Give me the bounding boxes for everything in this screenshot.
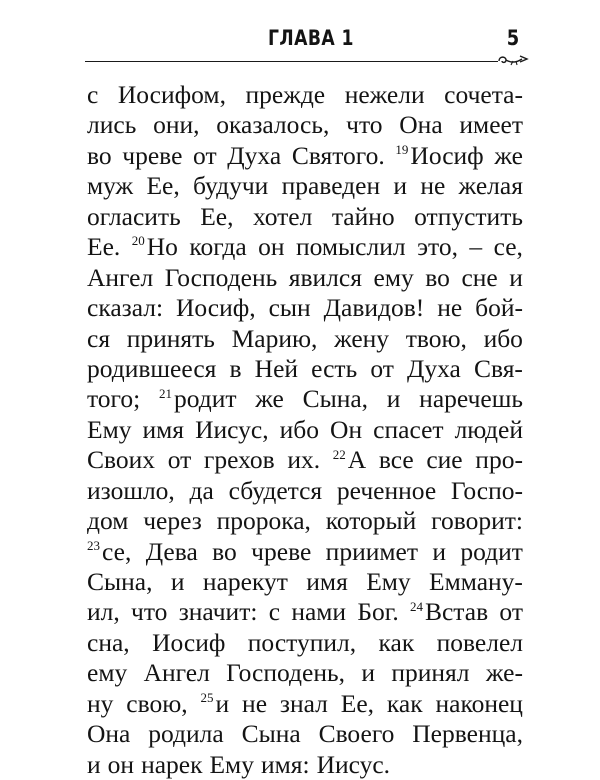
text-line	[87, 415, 523, 445]
word: принял	[391, 658, 470, 688]
word: чреве	[251, 536, 312, 566]
word: и	[170, 567, 185, 596]
word: желая	[458, 171, 523, 201]
word: с	[268, 597, 281, 627]
word: все	[378, 445, 414, 475]
word: ему	[373, 262, 414, 292]
word: Первенца,	[412, 719, 523, 749]
word: Она	[87, 719, 131, 749]
word: во	[212, 536, 237, 566]
text-line	[87, 750, 523, 780]
word: Емману-	[429, 567, 523, 596]
header-rule	[85, 61, 498, 62]
word: про-	[475, 445, 523, 475]
word: того;	[87, 384, 141, 414]
word: их.	[287, 445, 321, 475]
word: Марию,	[231, 323, 318, 353]
word: бой-	[475, 293, 523, 323]
word: Ее,	[200, 201, 234, 231]
verse-number: 24	[409, 598, 423, 614]
word: Бог.	[357, 597, 399, 627]
word: родившееся	[87, 353, 217, 383]
word: во	[87, 140, 112, 170]
word: Ангел	[87, 262, 154, 292]
verse-word	[395, 141, 483, 171]
word: это,	[417, 232, 458, 262]
word: Ангел	[143, 658, 210, 688]
verse-word	[333, 445, 366, 475]
word: наконец	[435, 688, 523, 718]
text-line	[87, 202, 523, 232]
word: сбудется	[228, 475, 323, 505]
word: сне	[461, 262, 498, 292]
word: свою,	[126, 688, 188, 718]
text-line	[87, 232, 523, 262]
word: от	[193, 140, 217, 170]
word: как	[378, 627, 415, 657]
word: он	[107, 749, 135, 779]
page-number: 5	[506, 26, 520, 50]
word: когда	[189, 232, 247, 262]
word: имя:	[260, 749, 310, 779]
text-line	[87, 476, 523, 506]
text-line	[87, 506, 523, 536]
word: знал	[279, 688, 328, 718]
word: нежели	[344, 80, 425, 109]
verse-word	[159, 384, 237, 414]
word: Господень	[164, 262, 278, 292]
word: же	[255, 384, 284, 414]
word: во	[425, 262, 450, 292]
word: Духа	[227, 140, 282, 170]
verse-word	[132, 232, 178, 262]
word: же-	[485, 658, 523, 688]
page-header	[0, 0, 600, 80]
word: чреве	[122, 140, 183, 170]
word: сочета-	[444, 80, 523, 109]
word: спасет	[373, 414, 444, 444]
word: сна,	[87, 627, 130, 657]
word: Она	[399, 110, 443, 140]
word: Сына,	[87, 567, 153, 596]
word: Встав	[424, 597, 489, 627]
word: Он	[330, 414, 363, 444]
word: Иосифом,	[117, 80, 226, 109]
word: изошло,	[87, 475, 175, 505]
word: Дева	[145, 536, 198, 566]
verse-number: 23	[87, 537, 100, 553]
word: сказал:	[87, 293, 164, 323]
word: Иосиф	[152, 627, 226, 657]
text-line	[87, 263, 523, 293]
word: ибо	[279, 414, 319, 444]
word: прежде	[245, 80, 326, 109]
text-line	[87, 628, 523, 658]
text-line	[87, 719, 523, 749]
word: нарек	[141, 749, 203, 779]
word: людей	[454, 414, 523, 444]
word: лись	[87, 110, 137, 140]
word: ну	[87, 688, 114, 718]
text-line	[87, 597, 523, 627]
word: и	[361, 658, 375, 688]
word: Иисус,	[195, 414, 269, 444]
text-line	[87, 293, 523, 323]
word: что	[346, 110, 383, 140]
word: принять	[126, 323, 215, 353]
word: огласить	[87, 201, 181, 231]
verse-number: 21	[158, 385, 172, 401]
word: Своего	[318, 719, 395, 749]
word: сын	[268, 293, 311, 323]
text-line	[87, 658, 523, 688]
verse-number: 19	[395, 142, 409, 158]
word: и	[215, 688, 230, 718]
text-line	[87, 80, 523, 110]
word: не	[420, 171, 446, 201]
word: Ему	[87, 414, 132, 444]
word: реченное	[336, 475, 437, 505]
word: от	[370, 353, 394, 383]
word: тайно	[331, 201, 395, 231]
word: ил,	[87, 597, 120, 627]
word: через	[143, 506, 202, 536]
word: явился	[288, 262, 362, 292]
scripture-text	[87, 80, 523, 780]
chapter-title: ГЛАВА 1	[268, 26, 354, 50]
word: что	[131, 597, 168, 627]
word: повелел	[436, 627, 523, 657]
word: се,	[102, 536, 132, 566]
word: Свя-	[473, 353, 523, 383]
word: значит:	[178, 597, 258, 627]
word: нами	[291, 597, 347, 627]
word: Иосиф,	[176, 293, 256, 323]
flourish-ornament-icon	[496, 51, 530, 67]
word: говорит:	[431, 506, 523, 536]
word: се,	[493, 232, 523, 262]
word: Господень,	[226, 658, 345, 688]
text-line	[87, 689, 523, 719]
text-line	[87, 384, 523, 414]
word: жену	[334, 323, 390, 353]
word: –	[469, 232, 483, 262]
word: ибо	[483, 323, 523, 353]
word: в	[229, 353, 242, 383]
word: и	[509, 262, 523, 292]
word: и	[87, 749, 101, 779]
word: родит	[173, 384, 237, 414]
word: и	[393, 171, 408, 201]
word: есть	[311, 353, 358, 383]
word: твою,	[405, 323, 467, 353]
word: праведен	[281, 171, 381, 201]
word: Давидов!	[323, 293, 425, 323]
text-line	[87, 537, 523, 567]
word: ся	[87, 323, 111, 353]
word: Госпо-	[450, 475, 523, 505]
text-line	[87, 324, 523, 354]
word: пророка,	[216, 506, 311, 536]
word: родит	[460, 536, 523, 566]
word: будучи	[192, 171, 269, 201]
word: от	[499, 597, 523, 627]
text-line	[87, 445, 523, 475]
text-line	[87, 141, 523, 171]
word: с	[87, 80, 99, 109]
word: да	[189, 475, 214, 505]
word: Ему	[209, 749, 254, 779]
word: Ее.	[87, 232, 121, 262]
word: Духа	[406, 353, 461, 383]
word: Святого.	[291, 140, 385, 170]
verse-number: 20	[131, 233, 145, 249]
word: Ее,	[146, 171, 180, 201]
text-line	[87, 354, 523, 384]
word: оказалось,	[216, 110, 330, 140]
word: имеет	[459, 110, 523, 140]
word: поступил,	[247, 627, 357, 657]
word: помыслил	[296, 232, 406, 262]
word: хотел	[252, 201, 313, 231]
word: дом	[87, 506, 129, 536]
word: не	[242, 688, 268, 718]
word: Иосиф	[410, 140, 484, 170]
text-line	[87, 567, 523, 597]
word: как	[386, 688, 423, 718]
word: они,	[153, 110, 200, 140]
word: приимет	[325, 536, 418, 566]
word: Своих	[87, 445, 156, 475]
verse-number: 25	[200, 690, 214, 705]
word: муж	[87, 171, 134, 201]
verse-word	[201, 689, 230, 719]
text-line	[87, 110, 523, 140]
word: имя	[142, 414, 185, 444]
word: сие	[426, 445, 463, 475]
word: ему	[87, 658, 128, 688]
word: Ней	[254, 353, 299, 383]
word: Но	[146, 232, 178, 262]
word: же	[494, 140, 523, 170]
word: который	[325, 506, 417, 536]
word: имя	[306, 567, 348, 596]
word: грехов	[203, 445, 275, 475]
word: он	[258, 232, 285, 262]
text-line	[87, 171, 523, 201]
verse-word	[410, 597, 488, 627]
word: нарекут	[202, 567, 288, 596]
word: Сына,	[302, 384, 369, 414]
verse-word	[87, 537, 131, 567]
word: от	[167, 445, 192, 475]
word: Сына	[241, 719, 301, 749]
word: Ему	[366, 567, 411, 596]
word: и	[386, 384, 401, 414]
word: Иисус.	[316, 749, 391, 779]
word: отпустить	[414, 201, 523, 231]
word: и	[432, 536, 447, 566]
verse-number: 22	[332, 446, 346, 462]
word: Ее,	[340, 688, 375, 718]
word: не	[437, 293, 463, 323]
word: А	[347, 445, 367, 475]
word: родила	[148, 719, 224, 749]
word: наречешь	[419, 384, 523, 414]
